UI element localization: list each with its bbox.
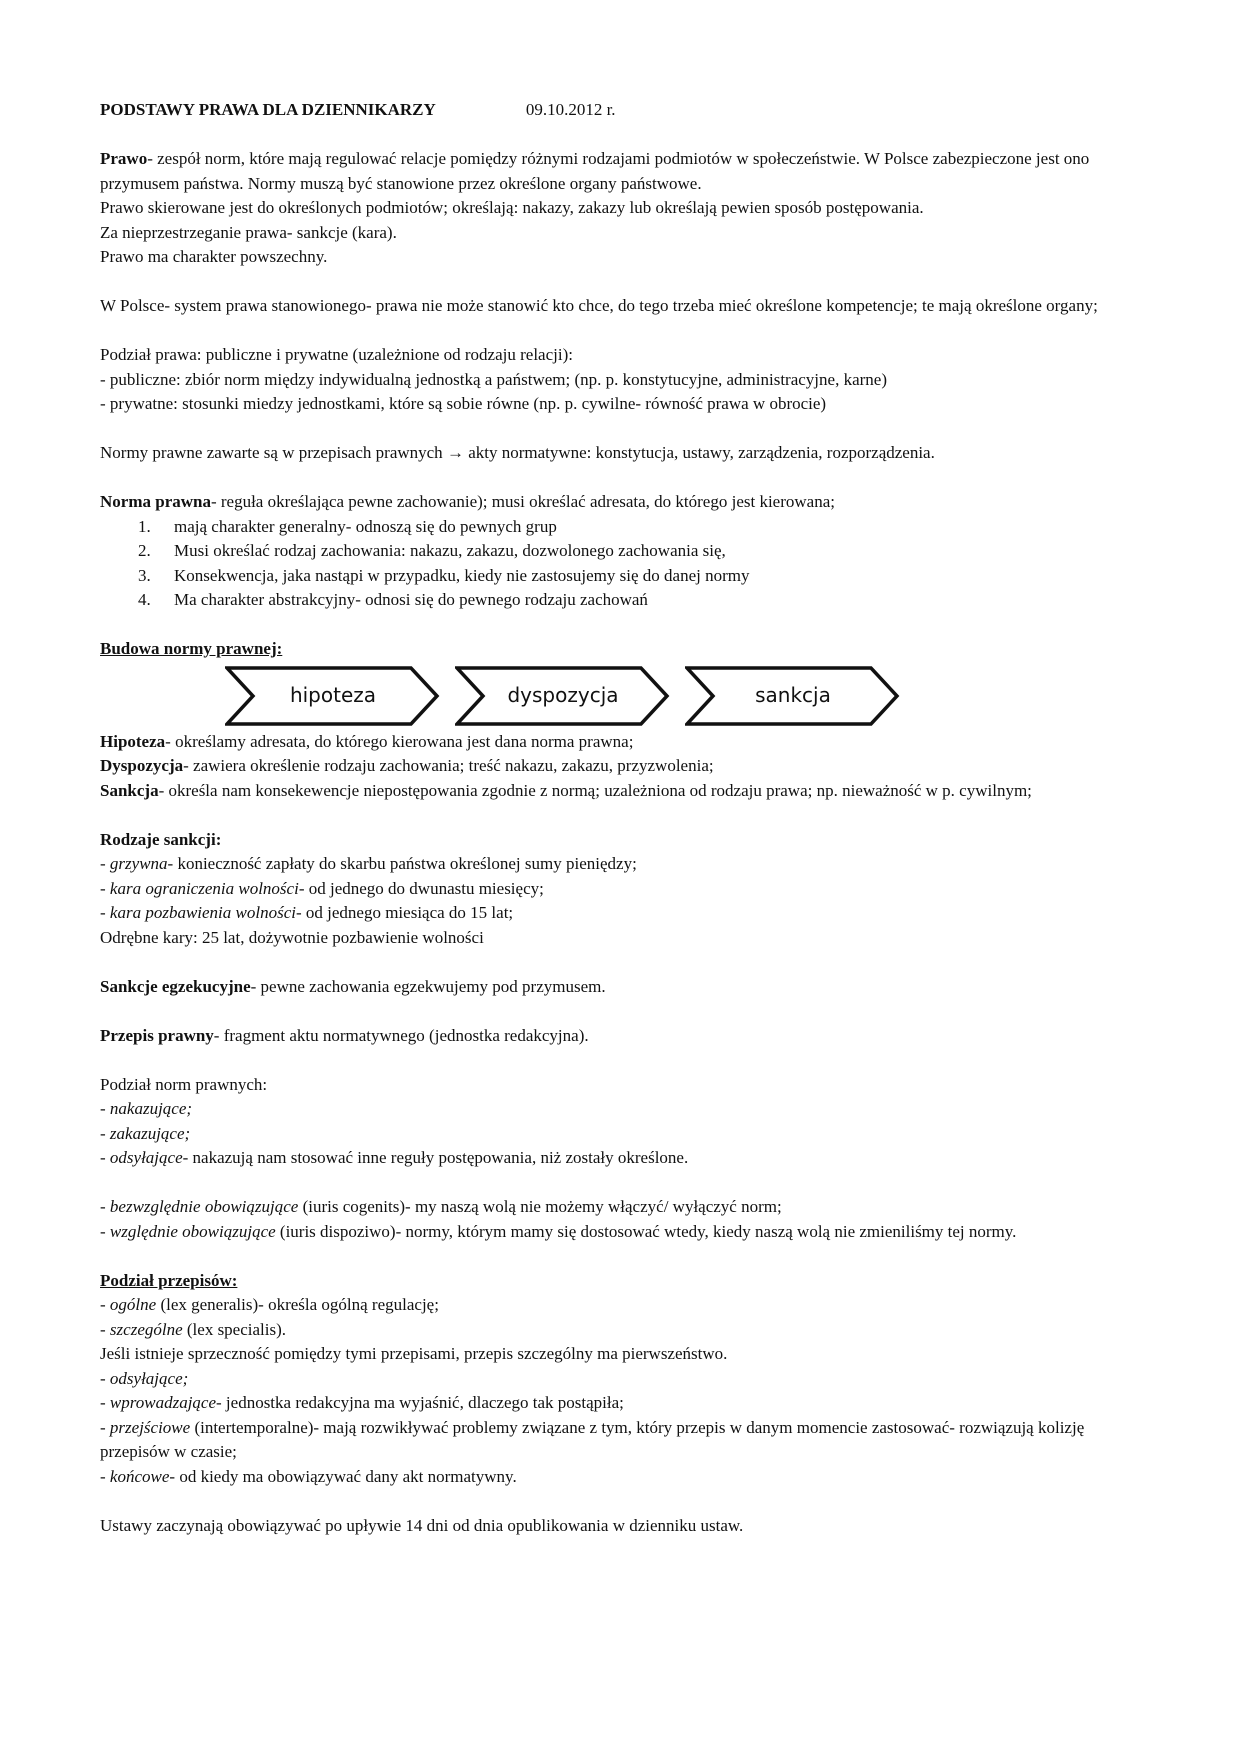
list-item: - nakazujące;	[100, 1099, 193, 1118]
prawo-definition: Prawo- zespół norm, które mają regulować relacje pomiędzy różnymi rodzajami podmiotów w społeczeństwie. W Polsce zabezpieczone jest ono przymusem państwa. Normy muszą być stanowione przez określone organy państwowe.	[100, 149, 1090, 193]
dyspozycja-definition: Dyspozycja- zawiera określenie rodzaju zachowania; treść nakazu, zakazu, przyzwolenia;	[100, 756, 714, 775]
list-item: - odsyłające;	[100, 1368, 189, 1388]
list-item: - grzywna- konieczność zapłaty do skarbu państwa określonej sumy pieniędzy;	[100, 854, 637, 873]
podzial-przepisow-heading: Podział przepisów:	[100, 1270, 238, 1290]
list-item: - wprowadzające- jednostka redakcyjna ma wyjaśnić, dlaczego tak postąpiła;	[100, 1393, 624, 1412]
prawo-line: Prawo ma charakter powszechny.	[100, 247, 328, 266]
arrow-right-icon: →	[446, 443, 464, 462]
norma-prawna-list	[100, 515, 1140, 613]
list-item: - szczególne (lex specialis).	[100, 1319, 287, 1339]
budowa-heading: Budowa normy prawnej:	[100, 639, 283, 658]
podzial-norm-intro: Podział norm prawnych:	[100, 1074, 268, 1094]
list-item: - ogólne (lex generalis)- określa ogólną regulację;	[100, 1295, 439, 1314]
sankcja-definition: Sankcja- określa nam konsekewencje niepostępowania zgodnie z normą; uzależniona od rodzaju prawa; np. nieważność w p. cywilnym;	[100, 780, 1032, 800]
list-item: - zakazujące;	[100, 1123, 191, 1143]
list-item: 4. Ma charakter abstrakcyjny- odnosi się do pewnego rodzaju zachowań	[138, 590, 648, 609]
odrebne-kary: Odrębne kary: 25 lat, dożywotnie pozbawienie wolności	[100, 927, 484, 947]
list-item: 1. mają charakter generalny- odnoszą się do pewnych grup	[138, 516, 557, 536]
list-item: 3. Konsekwencja, jaka nastąpi w przypadku, kiedy nie zastosujemy się do danej normy	[138, 565, 750, 585]
sprzecznosc-line: Jeśli istnieje sprzeczność pomiędzy tymi przepisami, przepis szczególny ma pierwszeństwo.	[100, 1344, 728, 1363]
sankcje-egzekucyjne: Sankcje egzekucyjne- pewne zachowania egzekwujemy pod przymusem.	[100, 976, 606, 996]
term-prawo: Prawo	[100, 149, 148, 168]
polska-paragraph: W Polsce- system prawa stanowionego- prawa nie może stanowić kto chce, do tego trzeba mieć określone kompetencje; te mają określone organy;	[100, 296, 1098, 315]
norma-prawna-definition: Norma prawna- reguła określająca pewne zachowanie); musi określać adresata, do którego jest kierowana;	[100, 492, 835, 511]
list-item: - bezwzględnie obowiązujące (iuris cogenits)- my naszą wolą nie możemy włączyć/ wyłączyć norm;	[100, 1197, 782, 1216]
podzial-prawa-intro: Podział prawa: publiczne i prywatne (uzależnione od rodzaju relacji):	[100, 345, 573, 364]
document-header	[100, 98, 1140, 123]
norm-structure-diagram	[225, 666, 1140, 728]
chevron-dyspozycja: dyspozycja	[455, 666, 671, 726]
normy-przepisy-line: Normy prawne zawarte są w przepisach prawnych → akty normatywne: konstytucja, ustawy, zarządzenia, rozporządzenia.	[100, 443, 935, 462]
podzial-prawa-prywatne: - prywatne: stosunki miedzy jednostkami, które są sobie równe (np. p. cywilne- równość prawa w obrocie)	[100, 394, 827, 413]
prawo-line: Za nieprzestrzeganie prawa- sankcje (kara).	[100, 222, 397, 242]
list-item: - względnie obowiązujące (iuris dispoziwo)- normy, którym mamy się dostosować wtedy, kiedy naszą wolą nie zmieniliśmy tej normy.	[100, 1221, 1017, 1241]
document-title: PODSTAWY PRAWA DLA DZIENNIKARZY	[100, 100, 436, 119]
ustawy-line: Ustawy zaczynają obowiązywać po upływie 14 dni od dnia opublikowania w dzienniku ustaw.	[100, 1515, 744, 1535]
prawo-line: Prawo skierowane jest do określonych podmiotów; określają: nakazy, zakazy lub określają pewien sposób postępowania.	[100, 198, 924, 217]
chevron-hipoteza: hipoteza	[225, 666, 441, 726]
term-norma-prawna: Norma prawna	[100, 492, 211, 511]
list-item: - przejściowe (intertemporalne)- mają rozwikływać problemy związane z tym, który przepis w danym momencie zastosować- rozwiązują kolizję przepisów w czasie;	[100, 1417, 1085, 1461]
list-item: - kara pozbawienia wolności- od jednego miesiąca do 15 lat;	[100, 903, 514, 922]
chevron-sankcja: sankcja	[685, 666, 901, 726]
document-date: 09.10.2012 r.	[525, 100, 616, 119]
list-item: - kara ograniczenia wolności- od jednego do dwunastu miesięcy;	[100, 878, 544, 898]
list-item: - końcowe- od kiedy ma obowiązywać dany akt normatywny.	[100, 1466, 517, 1486]
rodzaje-sankcji-heading: Rodzaje sankcji:	[100, 829, 222, 849]
list-item: - odsyłające- nakazują nam stosować inne reguły postępowania, niż zostały określone.	[100, 1148, 689, 1167]
list-item: 2. Musi określać rodzaj zachowania: nakazu, zakazu, dozwolonego zachowania się,	[138, 541, 726, 560]
przepis-prawny: Przepis prawny- fragment aktu normatywnego (jednostka redakcyjna).	[100, 1025, 589, 1045]
hipoteza-definition: Hipoteza- określamy adresata, do którego kierowana jest dana norma prawna;	[100, 731, 634, 751]
podzial-prawa-publiczne: - publiczne: zbiór norm między indywidualną jednostką a państwem; (np. p. konstytucyjne, administracyjne, karne)	[100, 369, 887, 389]
